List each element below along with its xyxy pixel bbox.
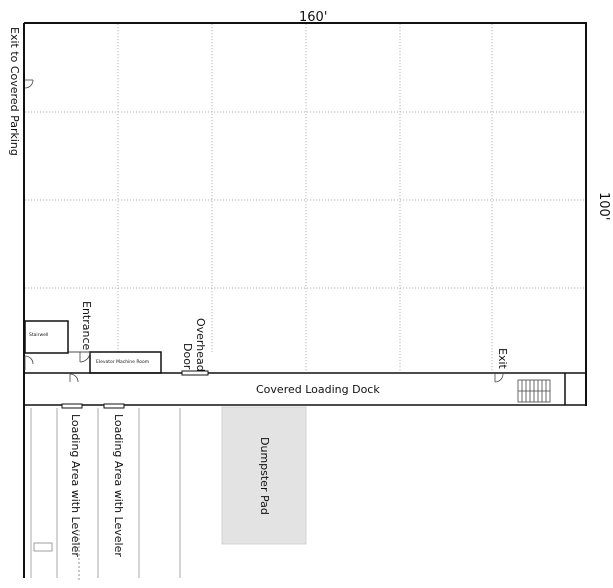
- exit-door-left: [25, 80, 33, 88]
- column-grid: [25, 24, 586, 372]
- stair-door: [25, 356, 33, 370]
- loading-area-2-label: Loading Area with Leveler: [112, 414, 125, 557]
- elevator-machine-room-label: Elevator Machine Room: [96, 360, 150, 365]
- dock-stairs: [518, 380, 550, 402]
- stall-lines: [31, 408, 180, 578]
- covered-loading-dock-label: Covered Loading Dock: [256, 383, 380, 396]
- stairwell-label: Stairwell: [29, 333, 49, 338]
- exit-door-right: [495, 374, 503, 382]
- leveler-2: [104, 404, 124, 408]
- overhead-label: Overhead: [194, 318, 207, 372]
- leveler-1: [62, 404, 82, 408]
- depth-dimension-label: 100': [596, 192, 611, 221]
- dock-door: [70, 374, 78, 382]
- door-label: Door: [181, 343, 194, 370]
- entrance-door: [80, 352, 90, 362]
- dumpster-pad-label: Dumpster Pad: [258, 437, 271, 515]
- loading-area-1-label: Loading Area with Leveler: [69, 414, 82, 557]
- width-dimension-label: 160': [299, 10, 328, 25]
- exit-label: Exit: [496, 348, 509, 369]
- exit-covered-parking-label: Exit to Covered Parking: [8, 27, 21, 156]
- entrance-label: Entrance: [80, 301, 93, 351]
- small-platform: [34, 543, 52, 551]
